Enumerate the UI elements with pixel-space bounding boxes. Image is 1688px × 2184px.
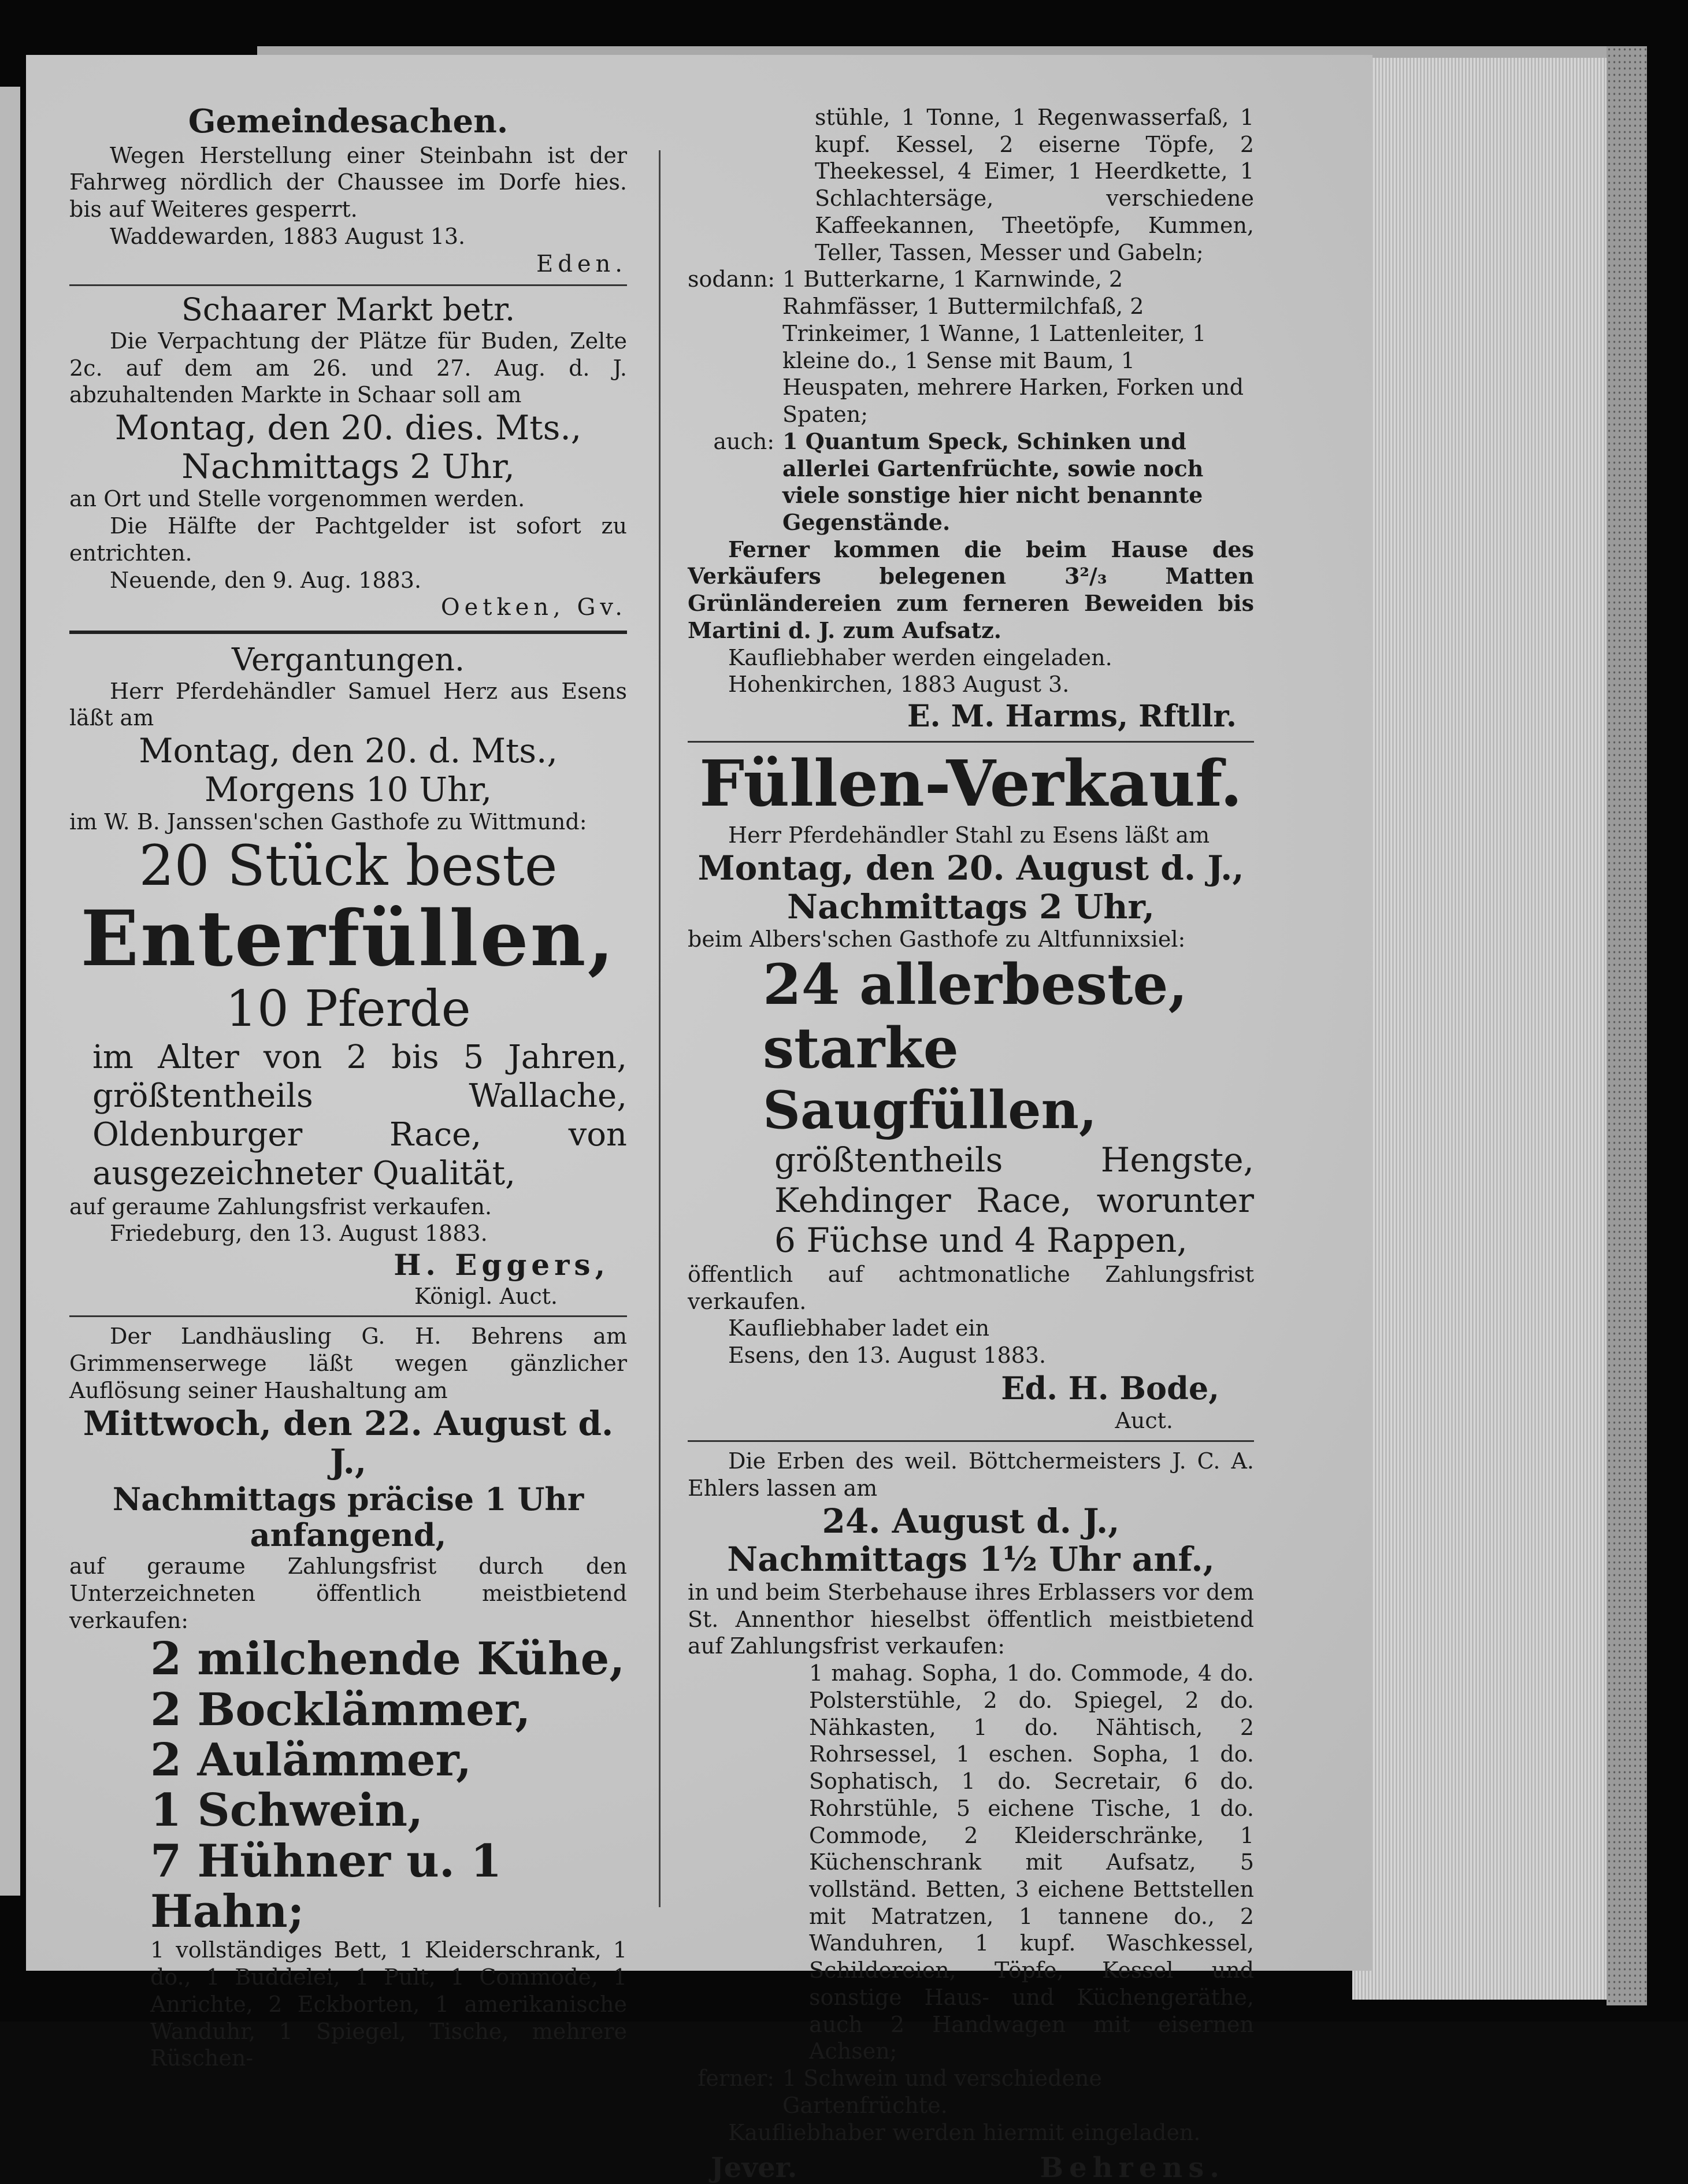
date-line: Montag, den 20. d. Mts., (139, 731, 558, 771)
notice-behrens-auction (69, 1323, 627, 2072)
book-cover-edge (1607, 46, 1647, 2005)
notice-body: Die Verpachtung der Plätze für Buden, Zelte 2c. auf dem am 26. und 27. Aug. d. J. abzuhaltenden Markte in Schaar soll am (69, 328, 627, 408)
signature: Eden. (536, 250, 627, 277)
column-divider (659, 150, 661, 1907)
time-line: Nachmittags 2 Uhr, (181, 446, 515, 486)
notice-body: Herr Pferdehändler Samuel Herz aus Esens läßt am (69, 678, 627, 731)
divider (688, 741, 1254, 743)
divider (688, 1440, 1254, 1442)
time-line: Nachmittags 1½ Uhr anf., (727, 1540, 1215, 1579)
facing-page-edge (0, 87, 20, 1896)
misc-items: 1 vollständiges Bett, 1 Kleiderschrank, 1 do., 1 Buddelei, 1 Pult, 1 Commode, 1 Anrichte, 2 Eckborten, 1 amerikanische Wanduhr, 1 Spiegel, Tische, mehrere Rüschen- (150, 1937, 627, 2071)
headline-20-stueck: 20 Stück beste (139, 833, 558, 899)
headline-10-pferde: 10 Pferde (225, 980, 471, 1038)
items: 1 Schwein und verschiedene Gartenfrüchte. (782, 2066, 1102, 2118)
notice-fuellen-verkauf (688, 748, 1254, 1434)
ferner-row (688, 2065, 1254, 2119)
label: auch: (713, 428, 774, 454)
terms: auf geraume Zahlungsfrist verkaufen. (69, 1193, 492, 1219)
description: größtentheils Hengste, Kehdinger Race, worunter 6 Füchse und 4 Rappen, (774, 1140, 1254, 1260)
signature: Oetken, Gv. (440, 594, 627, 621)
item-line: 2 milchende Kühe, (150, 1633, 625, 1686)
notice-body: Die Erben des weil. Böttchermeisters J. C. A. Ehlers lassen am (688, 1448, 1254, 1501)
signature: Ed. H. Bode, (1001, 1369, 1219, 1407)
date-line: Montag, den 20. dies. Mts., (114, 408, 582, 448)
place-date: Waddewarden, 1883 August 13. (110, 223, 466, 249)
notice-title: Schaarer Markt betr. (181, 291, 515, 328)
item-line: 2 Bocklämmer, (150, 1683, 531, 1736)
divider (69, 1315, 627, 1317)
items: 1 Quantum Speck, Schinken und allerlei Gartenfrüchte, sowie noch viele sonstige hier nicht benannte Gegenstände. (782, 428, 1204, 536)
place-line: im W. B. Janssen'schen Gasthofe zu Wittmund: (69, 809, 587, 835)
invite: Kaufliebhaber ladet ein (728, 1315, 990, 1341)
section-title: Gemeindesachen. (188, 102, 509, 140)
headline-enterfuellen: Enterfüllen, (80, 893, 616, 984)
left-column (69, 104, 627, 2072)
date-line: Montag, den 20. August d. J., (698, 848, 1244, 888)
place-line: beim Albers'schen Gasthofe zu Altfunnixsiel: (688, 926, 1186, 952)
item-line: 7 Hühner u. 1 Hahn; (150, 1834, 502, 1938)
auch-row (688, 428, 1254, 536)
ferner-text: Ferner kommen die beim Hause des Verkäufers belegenen 3²/₃ Matten Grünländereien zum ferneren Beweiden bis Martini d. J. zum Aufsatz. (688, 536, 1254, 643)
notice-body: Herr Pferdehändler Stahl zu Esens läßt am (728, 822, 1210, 848)
notice-body: Der Landhäusling G. H. Behrens am Grimmenserwege läßt wegen gänzlicher Auflösung seiner Haushaltung am (69, 1323, 627, 1403)
notice-harms-continued (688, 104, 1254, 735)
time-line: Nachmittags 2 Uhr, (787, 887, 1155, 926)
item-line: 1 Schwein, (150, 1784, 424, 1837)
place-date: Friedeburg, den 13. August 1883. (110, 1221, 488, 1247)
notice-title: Füllen-Verkauf. (699, 746, 1242, 821)
notice-body: Wegen Herstellung einer Steinbahn ist der Fahrweg nördlich der Chaussee im Dorfe hies. bis auf Weiteres gesperrt. (69, 142, 627, 223)
item-list: 1 mahag. Sopha, 1 do. Commode, 4 do. Polsterstühle, 2 do. Spiegel, 2 do. Nähkasten, 1 do. Nähtisch, 2 Rohrsessel, 1 eschen. Sopha, 1 do. Sophatisch, 1 do. Secretair, 6 do. Rohrstühle, 5 eichene Tische, 1 do. Commode, 2 Kleiderschränke, 1 Küchenschrank mit Aufsatz, 5 vollständ. Betten, 3 eichene Bettstellen mit Matratzen, 1 tannene do., 2 Wanduhren, 1 kupf. Waschkessel, Schildereien, Töpfe, Kessel und sonstige Haus- und Küchengeräthe, auch 2 Handwagen mit eisernen Achsen; (809, 1660, 1254, 2064)
divider (69, 284, 627, 286)
section-title: Vergantungen. (231, 641, 465, 678)
description: im Alter von 2 bis 5 Jahren, größtentheils Wallache, Oldenburger Race, von ausgezeichneter Qualität, (92, 1038, 627, 1193)
place: Jever. (711, 2152, 797, 2184)
items: 1 Butterkarne, 1 Karnwinde, 2 Rahmfässer, 1 Buttermilchfaß, 2 Trinkeimer, 1 Wanne, 1 Lattenleiter, 1 kleine do., 1 Sense mit Baum, 1 Heuspaten, mehrere Harken, Forken und Spaten; (782, 266, 1244, 428)
footer-row (711, 2152, 1225, 2184)
signature-title: Auct. (1115, 1408, 1173, 1434)
time-line: Nachmittags präcise 1 Uhr anfangend, (112, 1480, 584, 1553)
right-column (688, 104, 1254, 2184)
sodann-row (688, 266, 1254, 428)
place-date: Esens, den 13. August 1883. (728, 1343, 1047, 1369)
headline-24-allerbeste: 24 allerbeste, starke (763, 951, 1188, 1081)
signature: H. Eggers, (394, 1248, 610, 1282)
invite: Kaufliebhaber werden hiermit eingeladen. (728, 2119, 1201, 2145)
headline-saugfuellen: Saugfüllen, (763, 1079, 1097, 1141)
place-date: Hohenkirchen, 1883 August 3. (728, 672, 1070, 698)
time-line: Morgens 10 Uhr, (204, 769, 492, 809)
terms: öffentlich auf achtmonatliche Zahlungsfrist verkaufen. (688, 1262, 1254, 1314)
terms: auf geraume Zahlungsfrist durch den Unterzeichneten öffentlich meistbietend verkaufen: (69, 1553, 627, 1633)
place-date: Neuende, den 9. Aug. 1883. (110, 567, 422, 593)
notice-body-2: in und beim Sterbehause ihres Erblassers vor dem St. Annenthor hieselbst öffentlich meistbietend auf Zahlungsfrist verkaufen: (688, 1579, 1254, 1659)
item-line: 2 Aulämmer, (150, 1734, 472, 1786)
date-line: 24. August d. J., (822, 1501, 1120, 1541)
label: sodann: (688, 266, 776, 292)
continued-items: stühle, 1 Tonne, 1 Regenwasserfaß, 1 kupf. Kessel, 2 eiserne Töpfe, 2 Theekessel, 4 Eimer, 1 Heerdkette, 1 Schlachtersäge, verschiedene Kaffeekannen, Theetöpfe, Kummen, Teller, Tassen, Messer und Gabeln; (815, 105, 1254, 265)
notice-body-3: Die Hälfte der Pachtgelder ist sofort zu entrichten. (69, 513, 627, 566)
notice-schaarer-markt (69, 292, 627, 622)
notice-body-2: an Ort und Stelle vorgenommen werden. (69, 486, 525, 512)
signature-title: Königl. Auct. (414, 1283, 558, 1309)
notice-vergantungen (69, 642, 627, 1310)
signature: E. M. Harms, Rftllr. (907, 699, 1237, 735)
signature: Behrens. (1040, 2152, 1225, 2184)
book-page-edges (1352, 58, 1609, 2000)
divider (69, 631, 627, 634)
invite: Kaufliebhaber werden eingeladen. (728, 644, 1112, 670)
notice-ehlers-auction (688, 1448, 1254, 2184)
label: ferner: (698, 2066, 774, 2092)
date-line: Mittwoch, den 22. August d. J., (83, 1403, 614, 1482)
notice-gemeindesachen (69, 104, 627, 279)
